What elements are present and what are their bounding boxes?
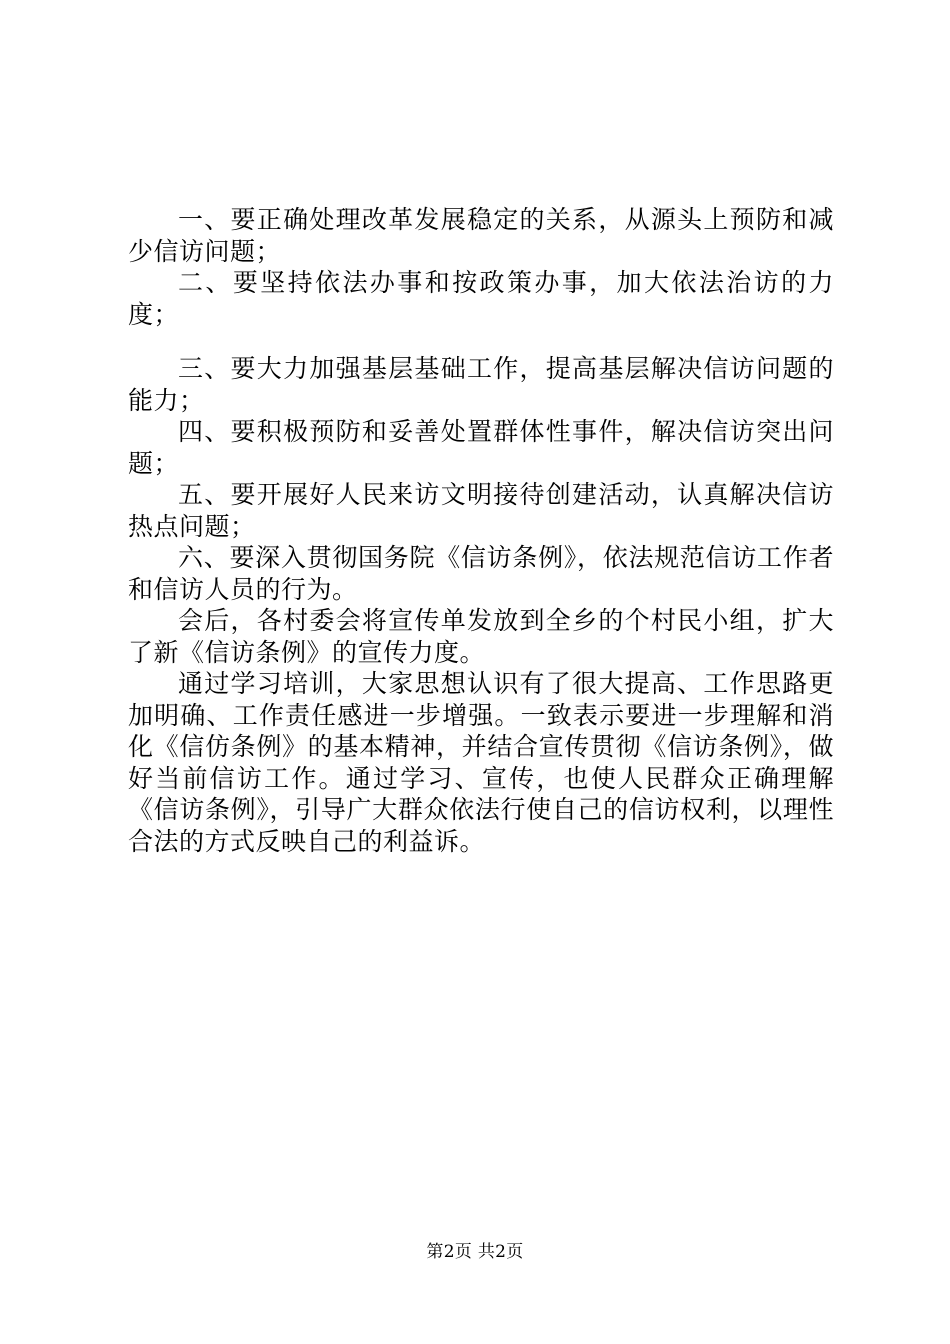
paragraph-item-6: 六、要深入贯彻国务院《信访条例》，依法规范信访工作者和信访人员的行为。: [128, 543, 834, 604]
paragraph-item-8: 通过学习培训，大家思想认识有了很大提高、工作思路更加明确、工作责任感进一步增强。一致表示要进一步理解和消化《信仿条例》的基本精神，并结合宣传贯彻《信访条例》，做好当前信访工作。通过学习、宣传，也使人民群众正确理解《信访条例》，引导广大群众依法行使自己的信访权利，以理性合法的方式反映自己的利益诉。: [128, 669, 834, 856]
paragraph-item-5: 五、要开展好人民来访文明接待创建活动，认真解决信访热点问题；: [128, 480, 834, 541]
paragraph-item-4: 四、要积极预防和妥善处置群体性事件，解决信访突出问题；: [128, 417, 834, 478]
paragraph-item-2: 二、要坚持依法办事和按政策办事，加大依法治访的力度；: [128, 268, 834, 329]
page-footer: [0, 1242, 950, 1262]
paragraph-item-3: 三、要大力加强基层基础工作，提高基层解决信访问题的能力；: [128, 354, 834, 415]
document-body: [128, 204, 834, 857]
paragraph-item-1: 一、要正确处理改革发展稳定的关系，从源头上预防和减少信访问题；: [128, 205, 834, 266]
paragraph-item-7: 会后，各村委会将宣传单发放到全乡的个村民小组，扩大了新《信访条例》的宣传力度。: [128, 606, 834, 667]
page-number-label: 第2页 共2页: [426, 1242, 524, 1262]
